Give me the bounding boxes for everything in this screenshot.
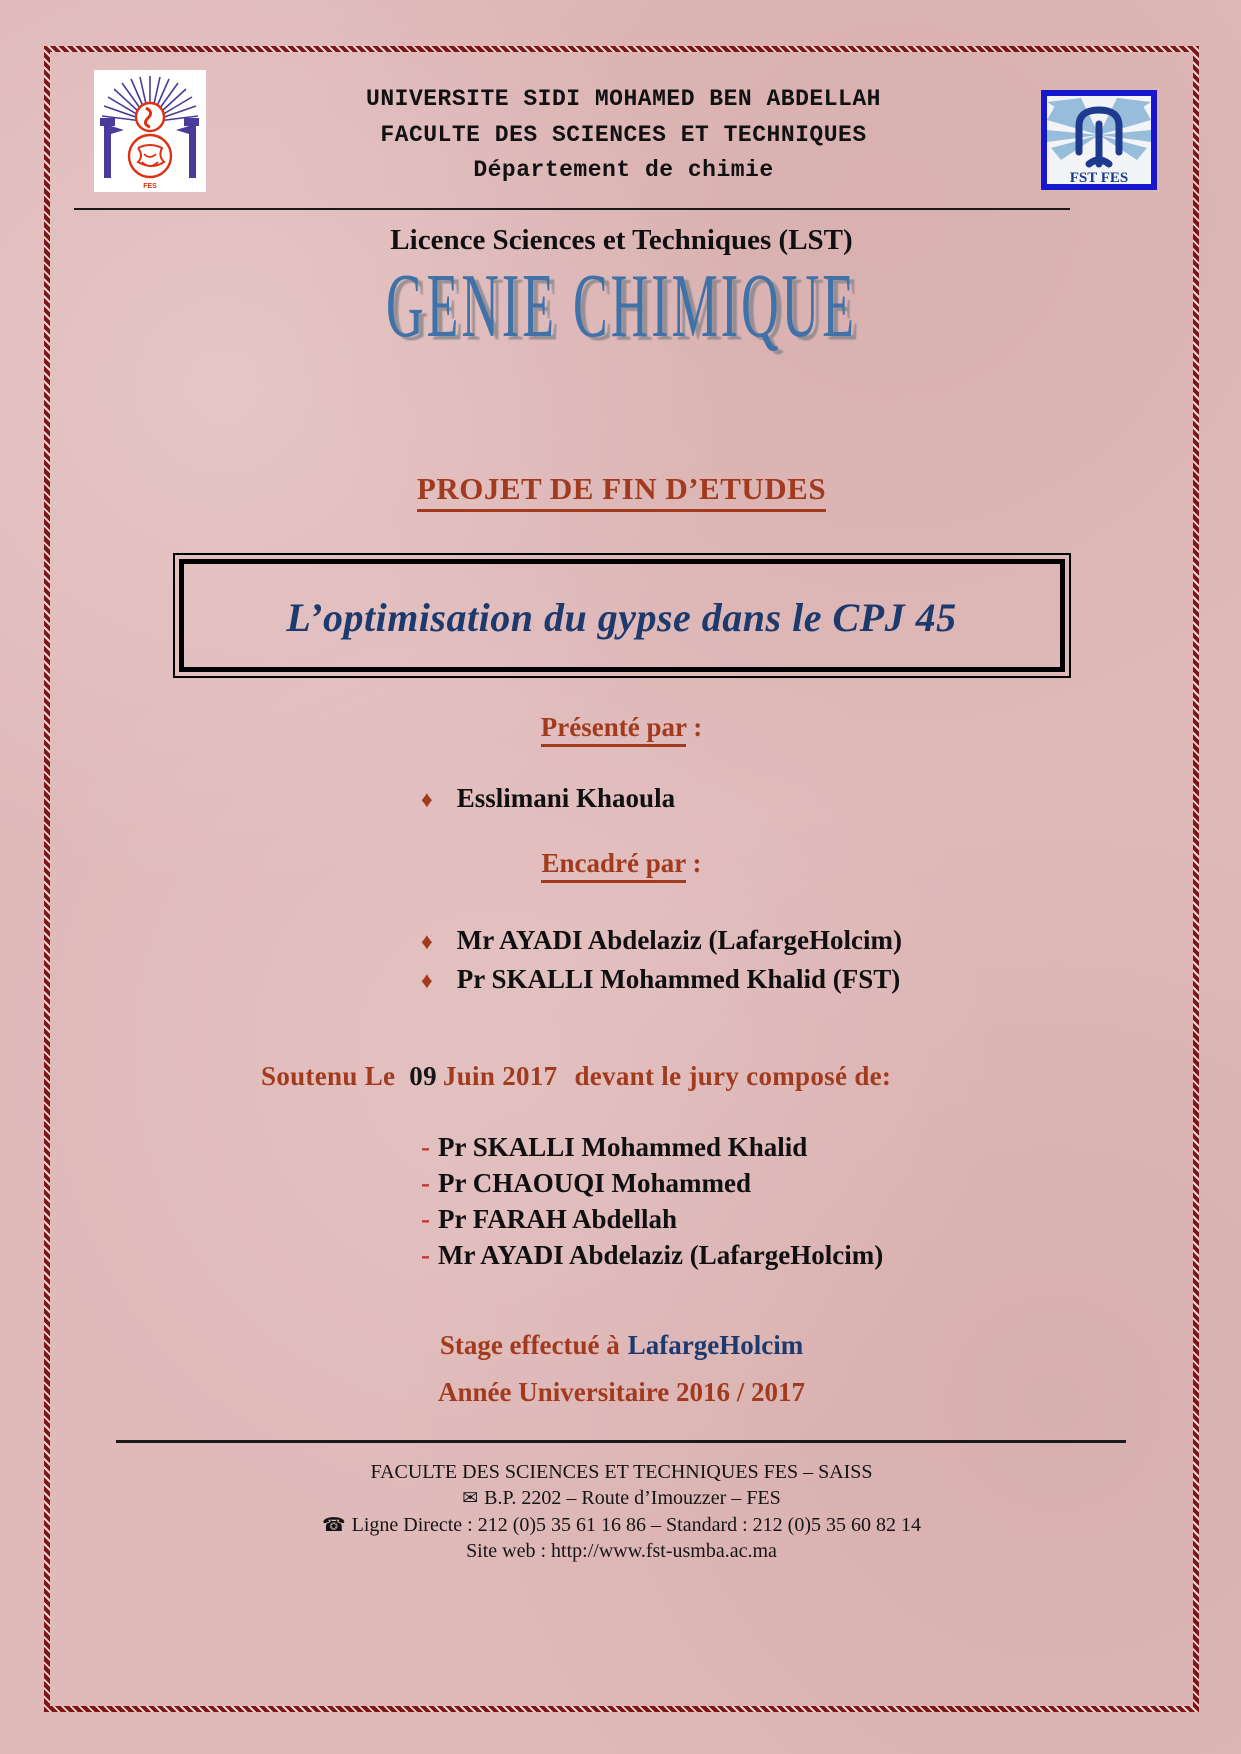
cover-page (56, 58, 1187, 1700)
presented-by-colon: : (686, 712, 703, 742)
supervised-by-colon: : (685, 848, 702, 878)
supervisor-row (421, 960, 1187, 999)
licence-line: Licence Sciences et Techniques (LST) (390, 224, 853, 256)
defense-suffix: devant le jury composé de: (574, 1061, 892, 1092)
dash-bullet: - (421, 1204, 430, 1235)
student-row (421, 783, 1187, 814)
institution-name-block (206, 70, 1041, 189)
dash-bullet: - (421, 1240, 430, 1270)
major-title-wrap (56, 257, 1187, 393)
university-name: UNIVERSITE SIDI MOHAMED BEN ABDELLAH (366, 86, 881, 112)
supervisor-row (421, 921, 1187, 960)
phone-icon: ☎ (321, 1514, 346, 1536)
jury-row (421, 1130, 1187, 1166)
supervisor-name: Pr SKALLI Mohammed Khalid (FST) (456, 964, 901, 995)
project-heading-line (56, 471, 1187, 507)
jury-row (421, 1166, 1187, 1202)
jury-member: Mr AYADI Abdelaziz (LafargeHolcim) (438, 1240, 884, 1270)
jury-row (421, 1238, 1187, 1274)
footer-address-line (56, 1485, 1187, 1511)
supervised-by-label-line (56, 848, 1187, 879)
supervisor-list (56, 921, 1187, 999)
presented-by-label: Présenté par (541, 712, 687, 747)
svg-text:FES: FES (143, 183, 157, 190)
faculty-name: FACULTE DES SCIENCES ET TECHNIQUES (380, 121, 867, 148)
footer-phones: Ligne Directe : 212 (0)5 35 61 16 86 – Standard : 212 (0)5 35 60 82 14 (351, 1513, 922, 1536)
jury-member: Pr FARAH Abdellah (438, 1204, 678, 1235)
dash-bullet: - (421, 1168, 430, 1199)
footer-address: B.P. 2202 – Route d’Imouzzer – FES (484, 1487, 781, 1510)
fst-fes-logo (1041, 90, 1157, 190)
dash-bullet: - (421, 1132, 430, 1163)
footer-faculty-line: FACULTE DES SCIENCES ET TECHNIQUES FES – SAISS (370, 1460, 873, 1483)
fst-fes-logo-icon (1041, 90, 1157, 190)
thesis-title: L’optimisation du gypse dans le CPJ 45 (286, 595, 957, 640)
footer-phone-line (56, 1512, 1187, 1538)
student-name: Esslimani Khaoula (456, 783, 676, 813)
project-heading: PROJET DE FIN D’ETUDES (417, 471, 826, 512)
jury-member: Pr SKALLI Mohammed Khalid (438, 1132, 808, 1163)
diamond-bullet-icon: ♦ (421, 787, 433, 812)
diamond-bullet-icon: ♦ (421, 968, 433, 994)
internship-line (56, 1330, 1187, 1361)
university-emblem-logo (94, 70, 206, 192)
diamond-bullet-icon: ♦ (421, 929, 433, 954)
internship-prefix: Stage effectué à (439, 1329, 620, 1360)
internship-company: LafargeHolcim (627, 1329, 804, 1360)
university-emblem-icon (94, 70, 206, 192)
academic-year-line: Année Universitaire 2016 / 2017 (438, 1376, 805, 1407)
department-name: Département de chimie (473, 157, 774, 184)
fst-fes-caption: FST FES (1069, 170, 1129, 186)
defense-day: 09 (409, 1061, 437, 1092)
mail-icon: ✉ (462, 1488, 479, 1510)
header (56, 70, 1187, 192)
supervisor-name: Mr AYADI Abdelaziz (LafargeHolcim) (456, 925, 902, 955)
thesis-title-box (173, 553, 1071, 678)
defense-line (261, 1061, 1187, 1092)
jury-row (421, 1202, 1187, 1238)
footer-contact-block (56, 1459, 1187, 1565)
defense-date: Juin 2017 (442, 1061, 558, 1092)
jury-list (421, 1130, 1187, 1274)
jury-member: Pr CHAOUQI Mohammed (438, 1168, 751, 1199)
footer-website-line: Site web : http://www.fst-usmba.ac.ma (466, 1540, 777, 1563)
presented-by-label-line (56, 712, 1187, 743)
major-title: GENIE CHIMIQUE (386, 257, 857, 357)
footer-divider (116, 1440, 1126, 1443)
defense-prefix: Soutenu Le (261, 1061, 396, 1092)
header-divider (74, 208, 1070, 210)
supervised-by-label: Encadré par (541, 848, 685, 883)
